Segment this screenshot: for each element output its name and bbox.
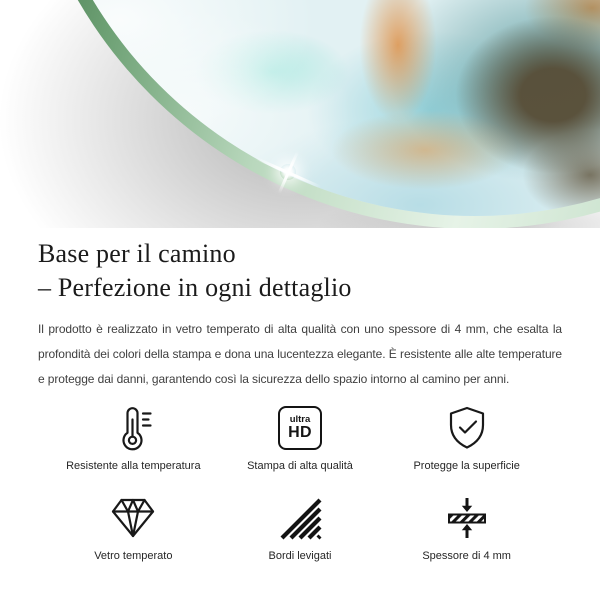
feature-print-quality [217,404,384,472]
page-title [38,237,562,305]
feature-thickness [383,494,550,562]
feature-polished-edges [217,494,384,562]
feature-temperature-resistant [50,404,217,472]
feature-label: Bordi levigati [268,550,332,562]
feature-label: Vetro temperato [94,550,173,562]
feature-tempered-glass [50,494,217,562]
ultra-hd-icon [278,404,322,452]
product-photo [0,0,600,228]
shield-check-icon [445,404,489,452]
feature-label: Protegge la superficie [413,460,520,472]
title-line-1: Base per il camino [38,239,236,268]
feature-label: Resistente alla temperatura [66,460,201,472]
feature-surface-protection [383,404,550,472]
product-description: Il prodotto è realizzato in vetro temperato di alta qualità con uno spessore di 4 mm, che esalta la profondità dei colori della stampa e dona una lucentezza elegante. È resistente alle alte temperature e protegge dai danni, garantendo così la sicurezza dello spazio intorno al camino per anni. [38,322,562,386]
thickness-icon [444,494,490,542]
product-info [0,237,600,562]
features-grid [38,404,562,562]
ultra-hd-text-bottom: HD [288,424,312,441]
diamond-icon [110,494,156,542]
feature-label: Stampa di alta qualità [247,460,353,472]
thermometer-icon [113,404,153,452]
ultra-hd-text-top: ultra [289,414,311,425]
polished-edges-icon [277,494,323,542]
feature-label: Spessore di 4 mm [422,550,511,562]
title-line-2: – Perfezione in ogni dettaglio [38,273,352,302]
